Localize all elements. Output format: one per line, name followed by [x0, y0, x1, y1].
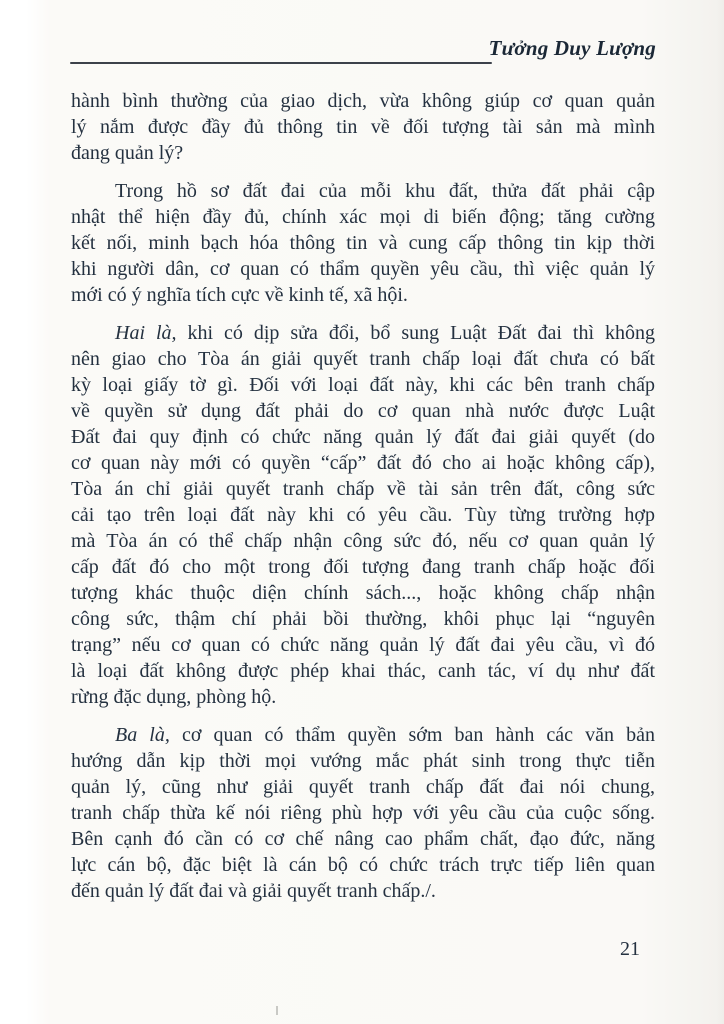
text-line: đến quản lý đất đai và giải quyết tranh chấp./.	[71, 880, 436, 902]
text-line: cơ quan này mới có quyền “cấp” đất đó cho ai hoặc không cấp),	[71, 452, 655, 474]
text-line: mới có ý nghĩa tích cực về kinh tế, xã hội.	[71, 284, 408, 306]
text-line: nên giao cho Tòa án giải quyết tranh chấp loại đất chưa có bất	[71, 348, 655, 370]
text-line: hướng dẫn kịp thời mọi vướng mắc phát sinh trong thực tiễn	[71, 750, 655, 772]
text-line: nhật thể hiện đầy đủ, chính xác mọi di biến động; tăng cường	[71, 206, 655, 228]
text-line: Hai là, khi có dịp sửa đổi, bổ sung Luật Đất đai thì không	[115, 322, 655, 344]
text-line: công sức, thậm chí phải bồi thường, khôi phục lại “nguyên	[71, 608, 655, 630]
text-line: Trong hồ sơ đất đai của mỗi khu đất, thửa đất phải cập	[115, 180, 655, 202]
text-line: hành bình thường của giao dịch, vừa không giúp cơ quan quản	[71, 90, 655, 112]
text-line: tượng khác thuộc diện chính sách..., hoặc không chấp nhận	[71, 582, 655, 604]
paragraph	[71, 722, 655, 904]
text-line: kết nối, minh bạch hóa thông tin và cung cấp thông tin kịp thời	[71, 232, 655, 254]
text-line: Tòa án chỉ giải quyết tranh chấp về tài sản trên đất, công sức	[71, 478, 655, 500]
text-line: Ba là, cơ quan có thẩm quyền sớm ban hành các văn bản	[115, 724, 655, 746]
scan-artifact-tick	[276, 1006, 278, 1015]
header-rule	[70, 62, 492, 64]
paragraph-lead: Ba là,	[115, 724, 170, 746]
header-author-name: Tưởng Duy Lượng	[488, 36, 656, 60]
paragraph	[71, 88, 655, 166]
text-line: Đất đai quy định có chức năng quản lý đất đai giải quyết (do	[71, 426, 655, 448]
text-line: đang quản lý?	[71, 142, 184, 164]
text-line: trạng” nếu cơ quan có chức năng quản lý đất đai yêu cầu, vì đó	[71, 634, 655, 656]
text-line: kỳ loại giấy tờ gì. Đối với loại đất này, khi các bên tranh chấp	[71, 374, 655, 396]
text-line: mà Tòa án có thể chấp nhận công sức đó, nếu cơ quan quản lý	[71, 530, 655, 552]
page-number: 21	[620, 938, 640, 960]
text-line: quản lý, cũng như giải quyết tranh chấp đất đai nói chung,	[71, 776, 655, 798]
text-line: cấp đất đó cho một trong đối tượng đang tranh chấp hoặc đối	[71, 556, 655, 578]
paragraph	[71, 320, 655, 710]
text-line: về quyền sử dụng đất phải do cơ quan nhà nước được Luật	[71, 400, 655, 422]
text-line: cải tạo trên loại đất này khi có yêu cầu. Tùy từng trường hợp	[71, 504, 655, 526]
paragraph-lead: Hai là,	[115, 322, 177, 344]
text-line: rừng đặc dụng, phòng hộ.	[71, 686, 277, 708]
text-line: lực cán bộ, đặc biệt là cán bộ có chức trách trực tiếp liên quan	[71, 854, 655, 876]
text-line: khi người dân, cơ quan có thẩm quyền yêu cầu, thì việc quản lý	[71, 258, 655, 280]
body-text	[71, 88, 655, 916]
paragraph	[71, 178, 655, 308]
text-line: tranh chấp thừa kế nói riêng phù hợp với yêu cầu của cuộc sống.	[71, 802, 655, 824]
text-line: Bên cạnh đó cần có cơ chế nâng cao phẩm chất, đạo đức, năng	[71, 828, 655, 850]
text-line: lý nắm được đầy đủ thông tin về đối tượng tài sản mà mình	[71, 116, 655, 138]
text-line: là loại đất không được phép khai thác, canh tác, ví dụ như đất	[71, 660, 655, 682]
